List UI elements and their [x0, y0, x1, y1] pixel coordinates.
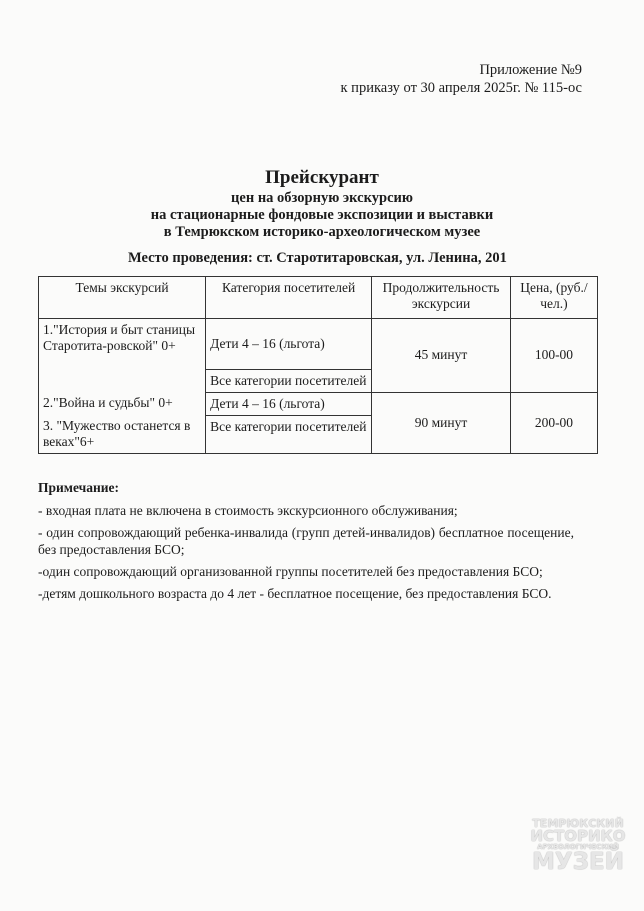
header-themes: Темы экскурсий	[39, 277, 206, 319]
note-item: -один сопровождающий организованной группы посетителей без предоставления БСО;	[38, 564, 543, 579]
header-category: Категория посетителей	[206, 277, 372, 319]
table-header-row	[39, 277, 598, 319]
watermark-line-1: ТЕМРЮКСКИЙ	[532, 817, 624, 830]
header-duration: Продолжительность экскурсии	[372, 277, 511, 319]
title-block	[0, 166, 644, 241]
theme-cell: 3. "Мужество останется в веках"6+	[39, 415, 206, 454]
subtitle-line-3: в Темрюкском историко-археологическом музее	[163, 224, 481, 240]
watermark-line-3: АРХЕОЛОГИЧЕСКИЙ	[537, 843, 619, 851]
category-cell: Дети 4 – 16 (льгота)	[206, 319, 372, 370]
price-cell: 100-00	[510, 319, 597, 393]
price-table	[38, 276, 598, 454]
header-price: Цена, (руб./чел.)	[510, 277, 597, 319]
annex-order-reference: к приказу от 30 апреля 2025г. № 115-ос	[340, 80, 582, 96]
table-row	[39, 392, 598, 415]
annex-header	[341, 61, 582, 97]
page-title: Прейскурант	[265, 167, 379, 188]
museum-watermark-logo	[518, 818, 638, 874]
notes-section	[38, 479, 574, 607]
duration-cell: 45 минут	[372, 319, 511, 393]
note-item: - один сопровождающий ребенка-инвалида (групп детей-инвалидов) бесплатное посещение, без предоставления БСО;	[38, 525, 574, 557]
notes-title: Примечание:	[38, 480, 120, 495]
note-item: -детям дошкольного возраста до 4 лет - бесплатное посещение, без предоставления БСО.	[38, 586, 552, 601]
category-cell: Все категории посетителей	[206, 369, 372, 392]
duration-cell: 90 минут	[372, 392, 511, 454]
price-cell: 200-00	[510, 392, 597, 454]
subtitle-line-1: цен на обзорную экскурсию	[231, 190, 413, 206]
category-cell: Дети 4 – 16 (льгота)	[206, 392, 372, 415]
subtitle-line-2: на стационарные фондовые экспозиции и выставки	[150, 207, 494, 223]
table-row	[39, 319, 598, 370]
venue-address: Место проведения: ст. Старотитаровская, ул. Ленина, 201	[128, 250, 507, 266]
watermark-line-4: МУЗЕЙ	[532, 849, 624, 875]
watermark-line-2: ИСТОРИКО	[530, 827, 626, 845]
theme-cell: 2."Война и судьбы" 0+	[39, 392, 206, 415]
note-item: - входная плата не включена в стоимость экскурсионного обслуживания;	[38, 503, 458, 518]
theme-cell: 1."История и быт станицы Старотита-ровской" 0+	[39, 319, 206, 370]
category-cell: Все категории посетителей	[206, 415, 372, 454]
theme-cell	[39, 369, 206, 392]
annex-number: Приложение №9	[479, 62, 582, 78]
